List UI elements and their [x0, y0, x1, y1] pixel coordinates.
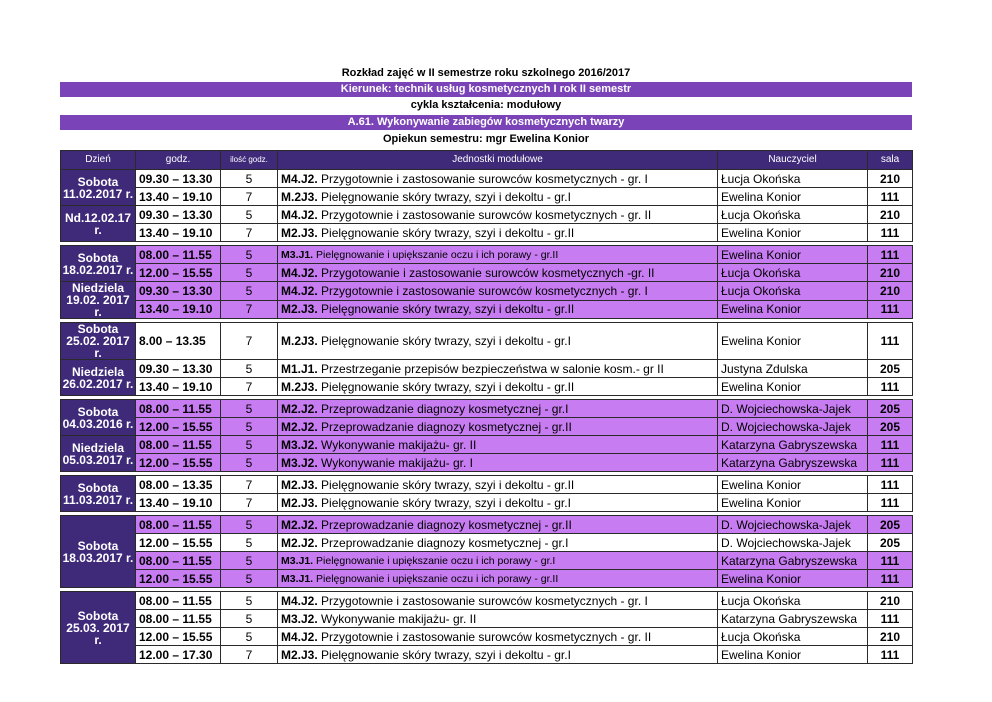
unit-title: Pielęgnowanie skóry twrazy, szyi i dekoltu - gr.II: [317, 477, 575, 492]
table-row: [61, 646, 913, 664]
unit-title: Pielęgnowanie skóry twrazy, szyi i dekoltu - gr.I: [317, 647, 571, 662]
table-row: [61, 206, 913, 224]
subject-cell: [278, 188, 718, 206]
room-cell: 111: [868, 378, 913, 396]
unit-code: M2.J2.: [281, 401, 318, 416]
hours-cell: 5: [221, 400, 278, 418]
time-cell: 13.40 – 19.10: [136, 378, 221, 396]
subject-cell: [278, 534, 718, 552]
hours-cell: 7: [221, 476, 278, 494]
col-header-hours: ilość godz.: [221, 151, 278, 170]
subject-cell: [278, 360, 718, 378]
teacher-cell: D. Wojciechowska-Jajek: [718, 400, 868, 418]
table-row: [61, 628, 913, 646]
teacher-cell: Ewelina Konior: [718, 246, 868, 264]
day-cell: Sobota 18.02.2017 r.: [61, 246, 136, 282]
day-cell: Sobota 11.03.2017 r.: [61, 476, 136, 512]
day-cell: Niedziela 26.02.2017 r.: [61, 360, 136, 396]
unit-code: M3.J1.: [281, 572, 314, 585]
hours-cell: 5: [221, 570, 278, 588]
hours-cell: 5: [221, 610, 278, 628]
table-row: [61, 246, 913, 264]
unit-title: Pielęgnowanie skóry twrazy, szyi i dekoltu - gr.I: [317, 495, 571, 510]
unit-code: M4.J2.: [281, 283, 318, 298]
table-row: [61, 592, 913, 610]
room-cell: 111: [868, 610, 913, 628]
subject-cell: [278, 282, 718, 301]
table-row: [61, 454, 913, 472]
col-header-room: sala: [868, 151, 913, 170]
table-row: [61, 610, 913, 628]
time-cell: 08.00 – 13.35: [136, 476, 221, 494]
unit-code: M3.J2.: [281, 611, 318, 626]
room-cell: 205: [868, 400, 913, 418]
teacher-cell: Ewelina Konior: [718, 224, 868, 242]
teacher-cell: Katarzyna Gabryszewska: [718, 610, 868, 628]
unit-code: M4.J2.: [281, 207, 318, 222]
table-row: [61, 300, 913, 319]
day-cell: Sobota 18.03.2017 r.: [61, 516, 136, 588]
room-cell: 210: [868, 282, 913, 301]
unit-code: M2.J3.: [281, 225, 318, 240]
hours-cell: 5: [221, 418, 278, 436]
table-row: [61, 534, 913, 552]
hours-cell: 7: [221, 188, 278, 206]
table-row: [61, 476, 913, 494]
subject-cell: [278, 206, 718, 224]
unit-title: Przygotownie i zastosowanie surowców kosmetycznych - gr. I: [317, 283, 648, 298]
teacher-cell: Ewelina Konior: [718, 300, 868, 319]
table-row: [61, 436, 913, 454]
unit-code: M3.J1.: [281, 554, 314, 567]
time-cell: 12.00 – 15.55: [136, 570, 221, 588]
unit-code: M2.J3.: [281, 302, 318, 317]
schedule-rows: [61, 170, 913, 664]
room-cell: 210: [868, 170, 913, 188]
table-header-row: [61, 151, 913, 170]
hours-cell: 5: [221, 534, 278, 552]
table-row: [61, 552, 913, 570]
teacher-cell: Łucja Okońska: [718, 592, 868, 610]
unit-title: Przygotownie i zastosowanie surowców kosmetycznych - gr. II: [317, 629, 652, 644]
unit-title: Przeprowadzanie diagnozy kosmetycznej - gr.I: [317, 401, 569, 416]
time-cell: 08.00 – 11.55: [136, 436, 221, 454]
unit-title: Wykonywanie makijażu- gr. I: [317, 455, 473, 470]
time-cell: 08.00 – 11.55: [136, 552, 221, 570]
hours-cell: 7: [221, 323, 278, 360]
unit-title: Wykonywanie makijażu- gr. II: [317, 611, 477, 626]
table-row: [61, 418, 913, 436]
room-cell: 111: [868, 454, 913, 472]
unit-title: Pielęgnowanie skóry twrazy, szyi i dekoltu - gr.II: [317, 225, 575, 240]
room-cell: 111: [868, 323, 913, 360]
table-row: [61, 224, 913, 242]
table-row: [61, 400, 913, 418]
day-cell: Sobota 11.02.2017 r.: [61, 170, 136, 206]
teacher-cell: Łucja Okońska: [718, 282, 868, 301]
time-cell: 13.40 – 19.10: [136, 494, 221, 512]
hours-cell: 5: [221, 436, 278, 454]
hours-cell: 5: [221, 170, 278, 188]
unit-code: M2.J2.: [281, 419, 318, 434]
day-cell: Nd.12.02.17 r.: [61, 206, 136, 242]
hours-cell: 5: [221, 264, 278, 282]
time-cell: 08.00 – 11.55: [136, 610, 221, 628]
subject-cell: [278, 418, 718, 436]
subject-cell: [278, 300, 718, 319]
time-cell: 8.00 – 13.35: [136, 323, 221, 360]
time-cell: 09.30 – 13.30: [136, 360, 221, 378]
unit-code: M3.J1.: [281, 248, 314, 261]
teacher-cell: D. Wojciechowska-Jajek: [718, 516, 868, 534]
subject-cell: [278, 516, 718, 534]
table-row: [61, 516, 913, 534]
schedule-title: Rozkład zajęć w II semestrze roku szkolnego 2016/2017: [341, 67, 631, 79]
teacher-cell: Justyna Zdulska: [718, 360, 868, 378]
room-cell: 111: [868, 246, 913, 264]
day-cell: Sobota 25.03. 2017 r.: [61, 592, 136, 664]
hours-cell: 5: [221, 360, 278, 378]
unit-code: M4.J2.: [281, 629, 318, 644]
hours-cell: 5: [221, 628, 278, 646]
table-row: [61, 494, 913, 512]
day-cell: Niedziela 19.02. 2017 r.: [61, 282, 136, 319]
room-cell: 111: [868, 300, 913, 319]
subject-cell: [278, 592, 718, 610]
table-row: [61, 170, 913, 188]
hours-cell: 5: [221, 592, 278, 610]
teacher-cell: Łucja Okońska: [718, 264, 868, 282]
table-row: [61, 378, 913, 396]
hours-cell: 5: [221, 516, 278, 534]
unit-code: M.2J3.: [281, 334, 318, 348]
teacher-cell: Łucja Okońska: [718, 170, 868, 188]
day-cell: Niedziela 05.03.2017 r.: [61, 436, 136, 472]
hours-cell: 7: [221, 646, 278, 664]
time-cell: 12.00 – 15.55: [136, 534, 221, 552]
subject-cell: [278, 494, 718, 512]
teacher-cell: Łucja Okońska: [718, 628, 868, 646]
room-cell: 210: [868, 592, 913, 610]
time-cell: 13.40 – 19.10: [136, 188, 221, 206]
room-cell: 111: [868, 552, 913, 570]
time-cell: 12.00 – 17.30: [136, 646, 221, 664]
unit-title: Przeprowadzanie diagnozy kosmetycznej - gr.I: [317, 535, 569, 550]
subject-cell: [278, 246, 718, 264]
time-cell: 12.00 – 15.55: [136, 264, 221, 282]
teacher-cell: Katarzyna Gabryszewska: [718, 436, 868, 454]
field-of-study: Kierunek: technik usług kosmetycznych I rok II semestr: [60, 82, 912, 97]
hours-cell: 5: [221, 206, 278, 224]
unit-title: Pielęgnowanie i upiększanie oczu i ich porawy - gr.II: [313, 572, 559, 585]
room-cell: 111: [868, 188, 913, 206]
room-cell: 205: [868, 360, 913, 378]
room-cell: 210: [868, 206, 913, 224]
col-header-time: godz.: [136, 151, 221, 170]
subject-cell: [278, 170, 718, 188]
time-cell: 09.30 – 13.30: [136, 206, 221, 224]
unit-title: Pielęgnowanie i upiększanie oczu i ich porawy - gr.II: [313, 248, 559, 261]
teacher-cell: Katarzyna Gabryszewska: [718, 454, 868, 472]
subject-cell: [278, 570, 718, 588]
table-row: [61, 282, 913, 301]
teacher-cell: Ewelina Konior: [718, 188, 868, 206]
time-cell: 08.00 – 11.55: [136, 516, 221, 534]
room-cell: 205: [868, 516, 913, 534]
unit-code: M3.J2.: [281, 455, 318, 470]
subject-cell: [278, 552, 718, 570]
room-cell: 111: [868, 476, 913, 494]
hours-cell: 7: [221, 494, 278, 512]
time-cell: 13.40 – 19.10: [136, 224, 221, 242]
unit-code: M4.J2.: [281, 265, 318, 280]
unit-title: Przygotownie i zastosowanie surowców kosmetycznych - gr. I: [317, 593, 648, 608]
hours-cell: 5: [221, 282, 278, 301]
teacher-cell: Łucja Okońska: [718, 206, 868, 224]
table-row: [61, 570, 913, 588]
room-cell: 205: [868, 418, 913, 436]
unit-code: M4.J2.: [281, 593, 318, 608]
time-cell: 12.00 – 15.55: [136, 454, 221, 472]
teacher-cell: Ewelina Konior: [718, 476, 868, 494]
subject-cell: [278, 628, 718, 646]
time-cell: 08.00 – 11.55: [136, 400, 221, 418]
unit-title: Pielęgnowanie skóry twrazy, szyi i dekoltu - gr.II: [317, 302, 575, 317]
col-header-teacher: Nauczyciel: [718, 151, 868, 170]
unit-title: Przeprowadzanie diagnozy kosmetycznej - gr.II: [317, 419, 572, 434]
subject-cell: [278, 646, 718, 664]
unit-code: M2.J2.: [281, 535, 318, 550]
teacher-cell: D. Wojciechowska-Jajek: [718, 534, 868, 552]
subject-cell: [278, 264, 718, 282]
unit-code: M2.J2.: [281, 517, 318, 532]
hours-cell: 5: [221, 454, 278, 472]
teacher-cell: Ewelina Konior: [718, 323, 868, 360]
subject-cell: [278, 378, 718, 396]
unit-code: M.2J3.: [281, 189, 318, 204]
time-cell: 09.30 – 13.30: [136, 282, 221, 301]
unit-title: Przygotowanie i zastosowanie surowców kosmetycznych -gr. II: [317, 265, 655, 280]
room-cell: 111: [868, 494, 913, 512]
time-cell: 08.00 – 11.55: [136, 246, 221, 264]
room-cell: 205: [868, 534, 913, 552]
time-cell: 13.40 – 19.10: [136, 300, 221, 319]
teacher-cell: D. Wojciechowska-Jajek: [718, 418, 868, 436]
subject-cell: [278, 610, 718, 628]
time-cell: 12.00 – 15.55: [136, 418, 221, 436]
table-row: [61, 323, 913, 360]
room-cell: 111: [868, 570, 913, 588]
room-cell: 210: [868, 628, 913, 646]
subject-cell: [278, 224, 718, 242]
col-header-day: Dzień: [61, 151, 136, 170]
unit-title: Wykonywanie makijażu- gr. II: [317, 437, 477, 452]
subject-cell: [278, 476, 718, 494]
unit-code: M3.J2.: [281, 437, 318, 452]
unit-code: M2.J3.: [281, 647, 318, 662]
unit-title: Przeprowadzanie diagnozy kosmetycznej - gr.II: [317, 517, 572, 532]
room-cell: 210: [868, 264, 913, 282]
semester-supervisor: Opiekun semestru: mgr Ewelina Konior: [383, 133, 589, 145]
unit-code: M1.J1.: [281, 361, 318, 376]
hours-cell: 5: [221, 246, 278, 264]
room-cell: 111: [868, 224, 913, 242]
hours-cell: 7: [221, 300, 278, 319]
hours-cell: 7: [221, 224, 278, 242]
qualification-title: A.61. Wykonywanie zabiegów kosmetycznych twarzy: [60, 115, 912, 130]
unit-code: M.2J3.: [281, 379, 318, 394]
unit-title: Przestrzeganie przepisów bezpieczeństwa w salonie kosm.- gr II: [317, 361, 664, 376]
unit-code: M4.J2.: [281, 171, 318, 186]
table-row: [61, 188, 913, 206]
education-cycle: cykla kształcenia: modułowy: [410, 99, 562, 111]
unit-title: Pielęgnowanie i upiększanie oczu i ich porawy - gr.I: [313, 554, 556, 567]
subject-cell: [278, 436, 718, 454]
day-cell: Sobota 25.02. 2017 r.: [61, 323, 136, 360]
unit-code: M2.J3.: [281, 495, 318, 510]
teacher-cell: Ewelina Konior: [718, 570, 868, 588]
teacher-cell: Ewelina Konior: [718, 646, 868, 664]
subject-cell: [278, 400, 718, 418]
unit-title: Pielęgnowanie skóry twrazy, szyi i dekoltu - gr.I: [317, 189, 571, 204]
teacher-cell: Katarzyna Gabryszewska: [718, 552, 868, 570]
unit-title: Pielęgnowanie skóry twrazy, szyi i dekoltu - gr.I: [317, 334, 571, 348]
unit-title: Przygotownie i zastosowanie surowców kosmetycznych - gr. I: [317, 171, 648, 186]
unit-code: M2.J3.: [281, 477, 318, 492]
day-cell: Sobota 04.03.2016 r.: [61, 400, 136, 436]
table-row: [61, 360, 913, 378]
time-cell: 12.00 – 15.55: [136, 628, 221, 646]
col-header-units: Jednostki modułowe: [278, 151, 718, 170]
hours-cell: 5: [221, 552, 278, 570]
subject-cell: [278, 323, 718, 360]
room-cell: 111: [868, 646, 913, 664]
hours-cell: 7: [221, 378, 278, 396]
teacher-cell: Ewelina Konior: [718, 494, 868, 512]
room-cell: 111: [868, 436, 913, 454]
schedule-table: [60, 150, 913, 664]
time-cell: 09.30 – 13.30: [136, 170, 221, 188]
unit-title: Przygotownie i zastosowanie surowców kosmetycznych - gr. II: [317, 207, 652, 222]
time-cell: 08.00 – 11.55: [136, 592, 221, 610]
teacher-cell: Ewelina Konior: [718, 378, 868, 396]
subject-cell: [278, 454, 718, 472]
unit-title: Pielęgnowanie skóry twrazy, szyi i dekoltu - gr.II: [317, 379, 575, 394]
table-row: [61, 264, 913, 282]
